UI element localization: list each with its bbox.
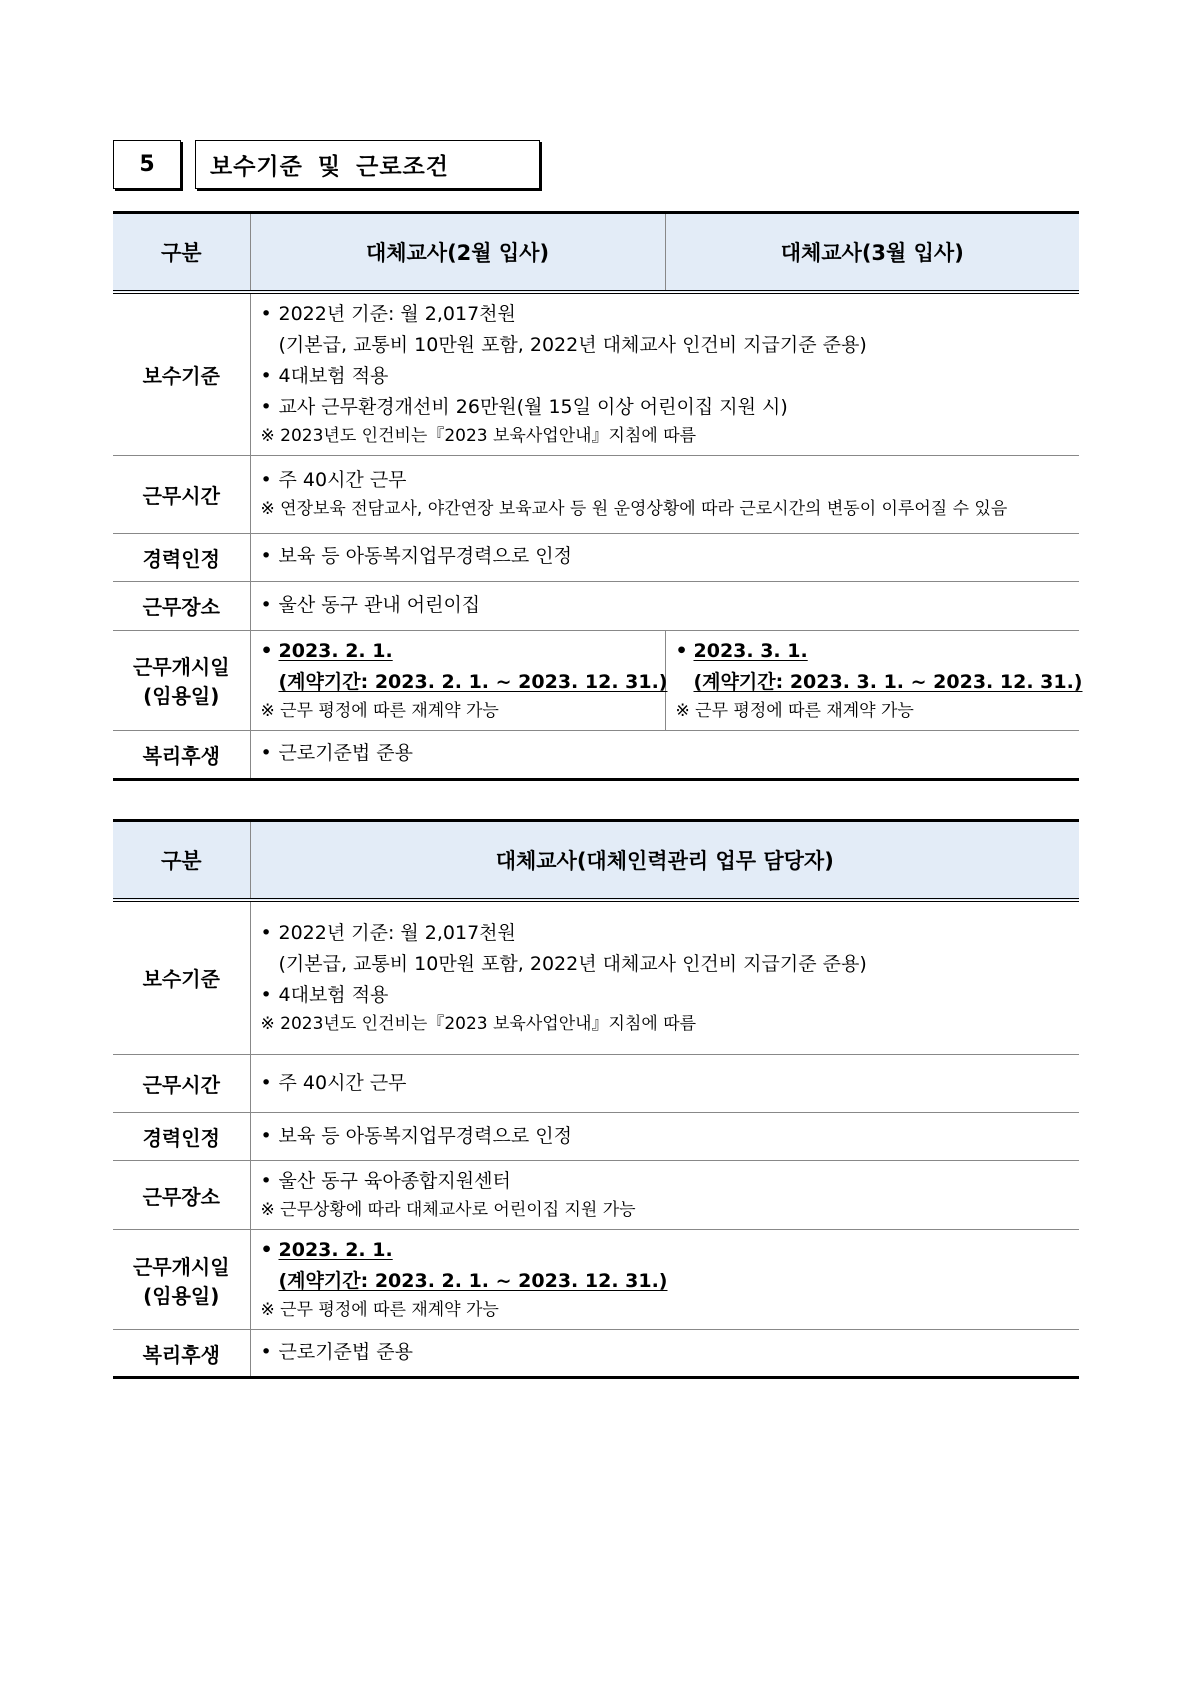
conditions-table-manager xyxy=(113,819,1079,1379)
table-row-pay xyxy=(113,900,1079,1055)
row-label-welfare: 복리후생 xyxy=(113,730,250,779)
row-label-hours: 근무시간 xyxy=(113,455,250,533)
section-title: 보수기준 및 근로조건 xyxy=(195,140,540,189)
start-date: • 2023. 2. 1. xyxy=(261,1235,1072,1266)
pay-line: (기본급, 교통비 10만원 포함, 2022년 대체교사 인건비 지급기준 준용) xyxy=(278,333,867,356)
table-row-start-date xyxy=(113,1230,1079,1330)
pay-line: • 2022년 기준: 월 2,017천원 xyxy=(261,299,1072,330)
hours-content xyxy=(250,455,1079,533)
pay-content xyxy=(250,292,1079,456)
table-header-row xyxy=(113,213,1079,292)
start-mar-content xyxy=(665,630,1083,730)
welfare-line: • 근로기준법 준용 xyxy=(261,1337,1072,1368)
table-row-hours xyxy=(113,455,1079,533)
start-mar-date: • 2023. 3. 1. xyxy=(676,636,1072,667)
table-row-hours xyxy=(113,1055,1079,1113)
table-row-career xyxy=(113,1113,1079,1161)
place-content xyxy=(250,1161,1079,1230)
place-content xyxy=(250,581,1079,630)
row-label-hours: 근무시간 xyxy=(113,1055,250,1113)
pay-line: • 4대보험 적용 xyxy=(261,980,1072,1011)
row-label-start-date-line1: 근무개시일 xyxy=(132,655,230,679)
start-feb-note: ※ 근무 평정에 따른 재계약 가능 xyxy=(260,700,499,721)
hours-note: ※ 연장보육 전담교사, 야간연장 보육교사 등 원 운영상황에 따라 근로시간의 변동이 이루어질 수 있음 xyxy=(260,499,1008,519)
hours-content xyxy=(250,1055,1079,1113)
hours-line: • 주 40시간 근무 xyxy=(261,465,1072,496)
row-label-pay: 보수기준 xyxy=(113,292,250,456)
start-content xyxy=(250,1230,1079,1330)
row-label-career: 경력인정 xyxy=(113,533,250,581)
place-note: ※ 근무상황에 따라 대체교사로 어린이집 지원 가능 xyxy=(260,1200,636,1220)
start-feb-content xyxy=(250,630,668,730)
table-row-welfare xyxy=(113,1330,1079,1378)
row-label-start-date xyxy=(113,1230,250,1330)
header-category: 구분 xyxy=(113,213,250,292)
place-line: • 울산 동구 관내 어린이집 xyxy=(261,590,1072,621)
welfare-line: • 근로기준법 준용 xyxy=(261,738,1072,769)
welfare-content xyxy=(250,730,1079,779)
career-content xyxy=(250,1113,1079,1161)
pay-line: (기본급, 교통비 10만원 포함, 2022년 대체교사 인건비 지급기준 준용) xyxy=(278,952,867,975)
row-label-start-date-line1: 근무개시일 xyxy=(132,1254,230,1279)
pay-content xyxy=(250,900,1079,1055)
row-label-start-date-line2: (임용일) xyxy=(143,1283,220,1308)
table-row-career xyxy=(113,533,1079,581)
table-row-place xyxy=(113,1161,1079,1230)
pay-line: • 교사 근무환경개선비 26만원(월 15일 이상 어린이집 지원 시) xyxy=(261,392,1072,423)
pay-note: ※ 2023년도 인건비는『2023 보육사업안내』지침에 따름 xyxy=(260,425,697,446)
table-row-pay xyxy=(113,292,1079,456)
conditions-table-substitute-teacher xyxy=(113,211,1083,781)
table-header-row xyxy=(113,821,1079,900)
header-manager: 대체교사(대체인력관리 업무 담당자) xyxy=(250,821,1079,900)
header-category: 구분 xyxy=(113,821,250,900)
pay-line: • 2022년 기준: 월 2,017천원 xyxy=(261,918,1072,949)
row-label-pay: 보수기준 xyxy=(113,900,250,1055)
career-line: • 보육 등 아동복지업무경력으로 인정 xyxy=(261,1121,1072,1152)
welfare-content xyxy=(250,1330,1079,1378)
row-label-place: 근무장소 xyxy=(113,581,250,630)
start-mar-note: ※ 근무 평정에 따른 재계약 가능 xyxy=(675,700,914,721)
table-row-start-date xyxy=(113,630,1079,730)
start-period: (계약기간: 2023. 2. 1. ~ 2023. 12. 31.) xyxy=(278,1270,668,1292)
pay-note: ※ 2023년도 인건비는『2023 보육사업안내』지침에 따름 xyxy=(260,1013,697,1034)
row-label-place: 근무장소 xyxy=(113,1161,250,1230)
hours-line: • 주 40시간 근무 xyxy=(261,1068,1072,1099)
row-label-start-date-line2: (임용일) xyxy=(143,684,220,708)
start-note: ※ 근무 평정에 따른 재계약 가능 xyxy=(260,1300,499,1320)
header-feb-hire: 대체교사(2월 입사) xyxy=(250,213,665,292)
table-row-welfare xyxy=(113,730,1079,779)
career-content xyxy=(250,533,1079,581)
pay-line: • 4대보험 적용 xyxy=(261,361,1072,392)
row-label-career: 경력인정 xyxy=(113,1113,250,1161)
row-label-start-date xyxy=(113,630,250,730)
section-number: 5 xyxy=(113,140,181,189)
career-line: • 보육 등 아동복지업무경력으로 인정 xyxy=(261,541,1072,572)
start-feb-period: (계약기간: 2023. 2. 1. ~ 2023. 12. 31.) xyxy=(278,670,668,693)
row-label-welfare: 복리후생 xyxy=(113,1330,250,1378)
table-row-place xyxy=(113,581,1079,630)
start-feb-date: • 2023. 2. 1. xyxy=(261,636,657,667)
place-line: • 울산 동구 육아종합지원센터 xyxy=(261,1166,1072,1197)
header-mar-hire: 대체교사(3월 입사) xyxy=(665,213,1079,292)
start-mar-period: (계약기간: 2023. 3. 1. ~ 2023. 12. 31.) xyxy=(693,670,1083,693)
